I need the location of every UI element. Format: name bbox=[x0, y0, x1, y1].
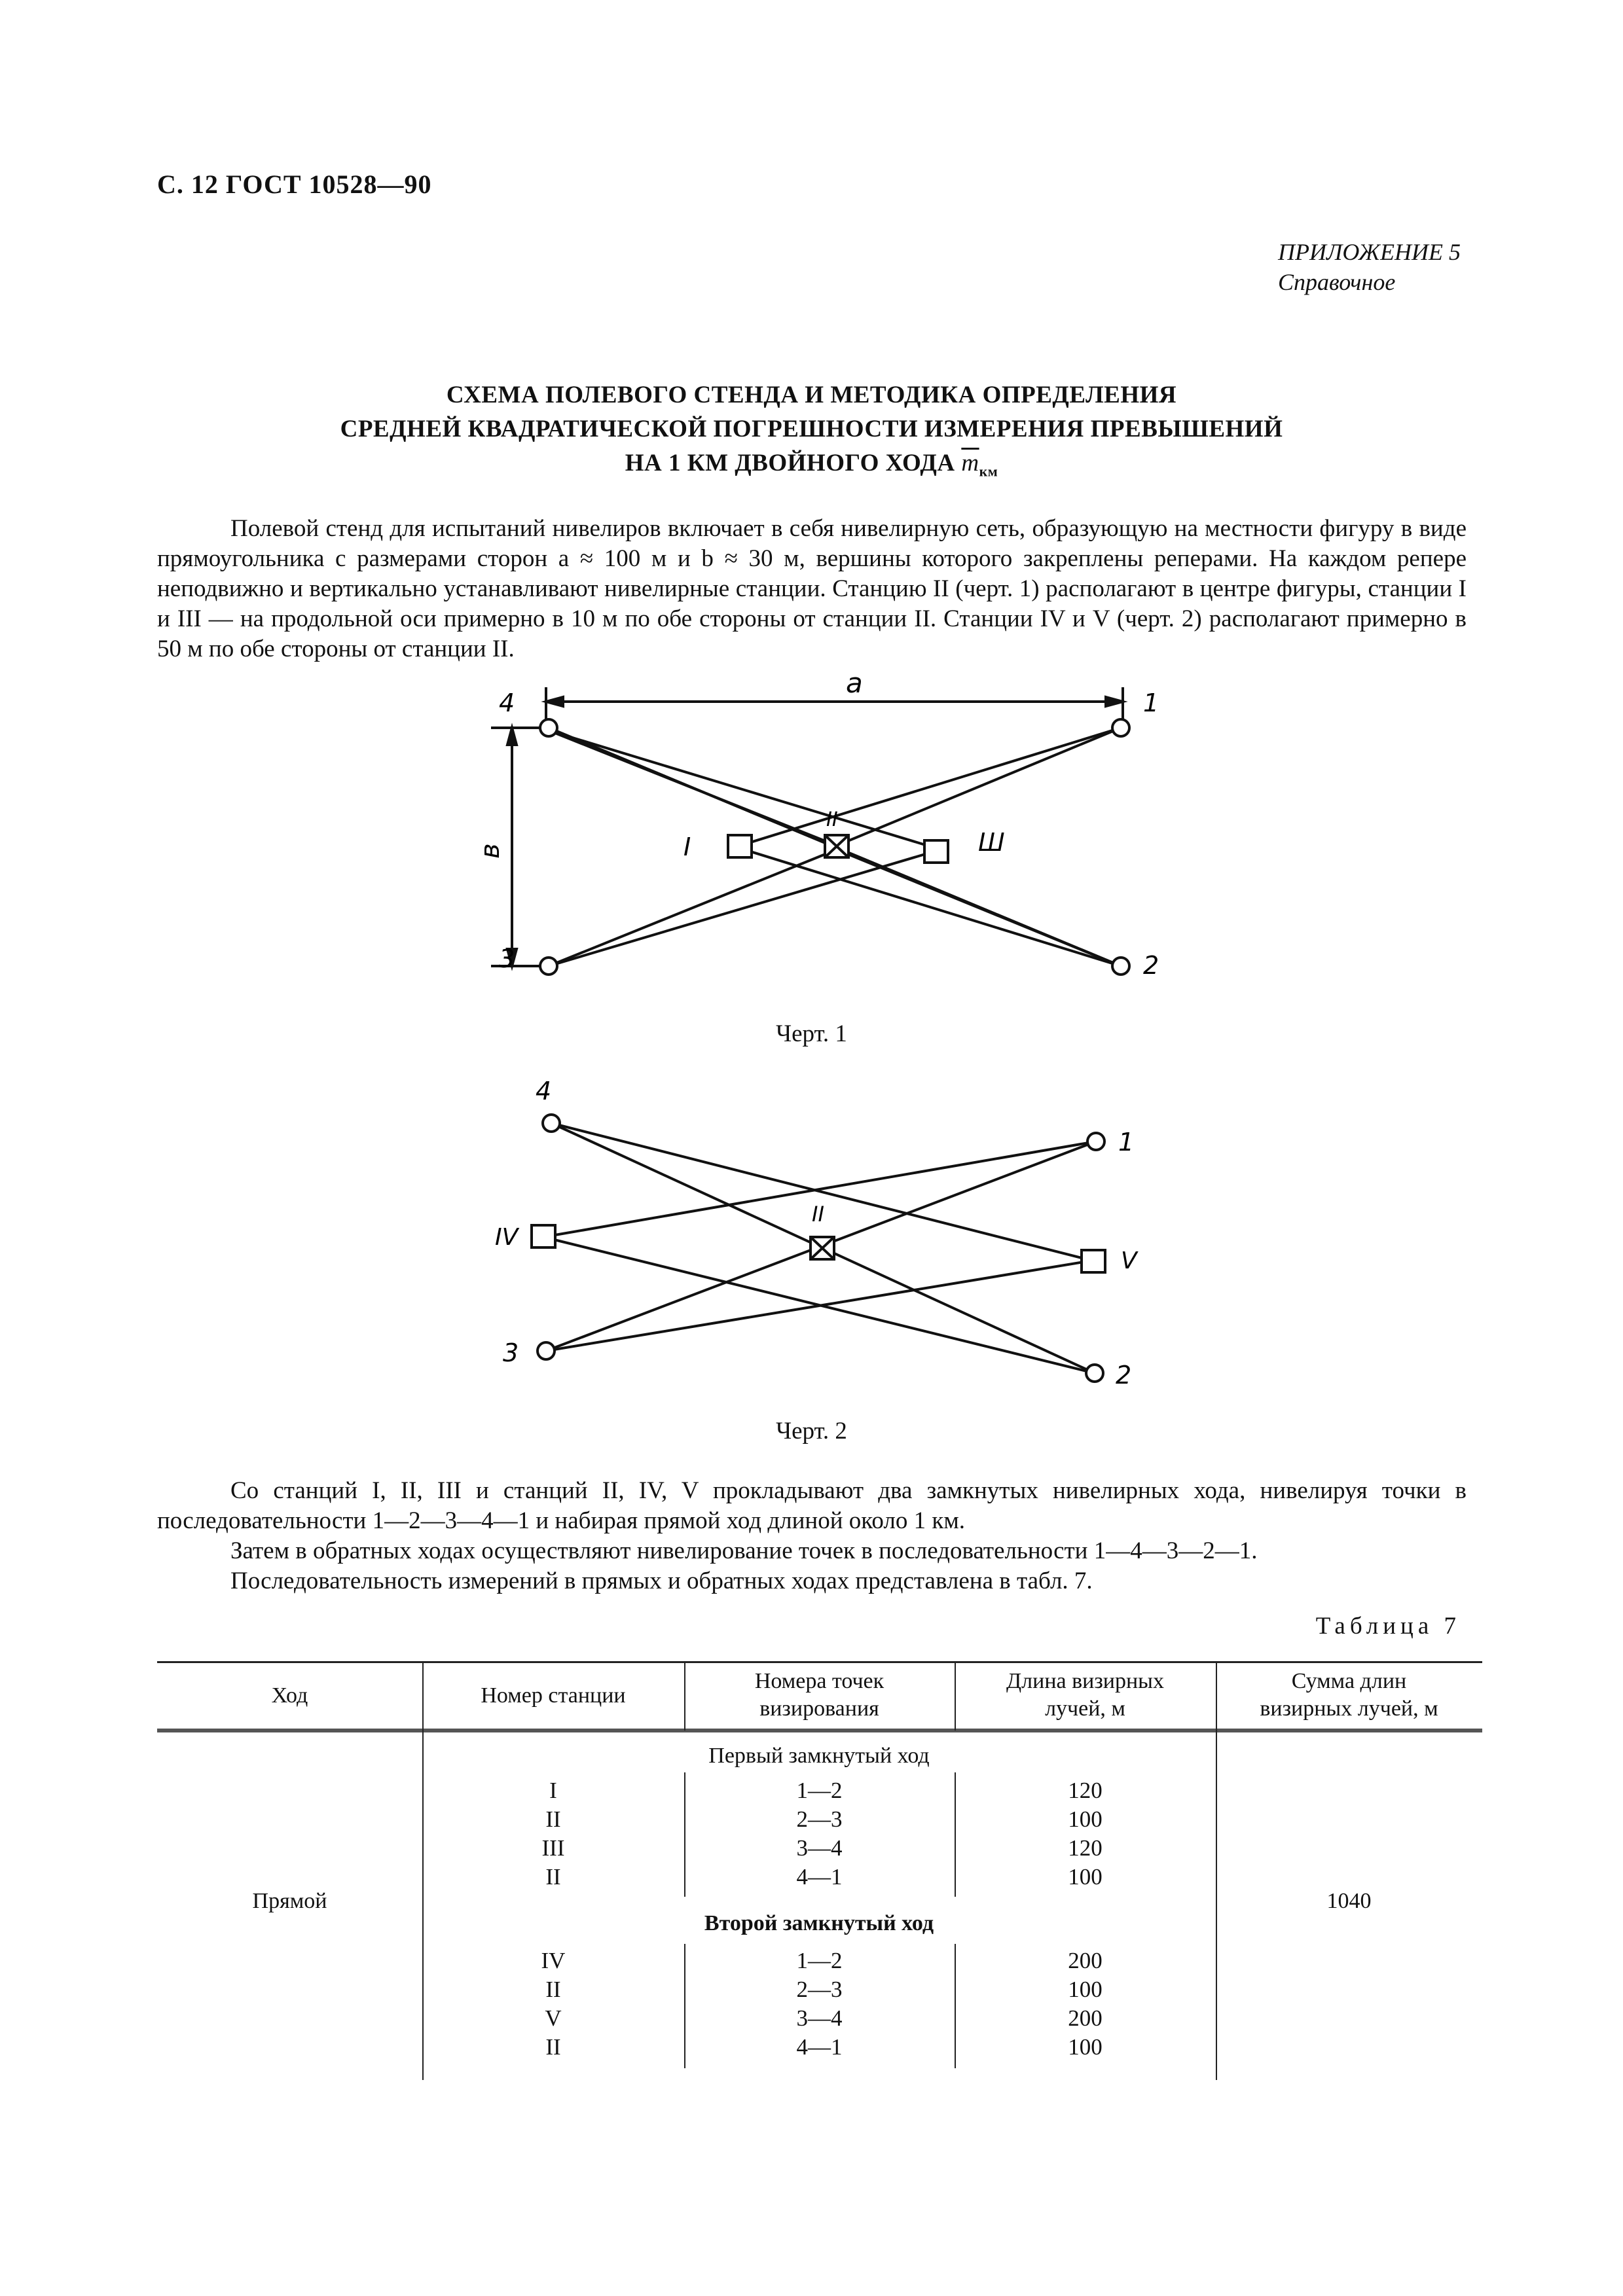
body-paragraph-3: Последовательность измерений в прямых и обратных ходах представлена в табл. 7. bbox=[230, 1568, 1093, 1594]
title-line-1: СХЕМА ПОЛЕВОГО СТЕНДА И МЕТОДИКА ОПРЕДЕЛЕНИЯ bbox=[446, 382, 1177, 408]
table-row: V bbox=[545, 2005, 562, 2031]
label-1: 1 bbox=[1118, 1128, 1135, 1157]
point-2 bbox=[1086, 1365, 1103, 1382]
cell-total: 1040 bbox=[1326, 1889, 1372, 1913]
section-title bbox=[0, 378, 1623, 488]
label-2: 2 bbox=[1116, 1361, 1132, 1390]
figure-2-caption: Черт. 2 bbox=[776, 1418, 847, 1444]
col-header-length: Длина визирных лучей, м bbox=[1006, 1669, 1165, 1721]
figure-1-diagram bbox=[458, 674, 1192, 1014]
label-station-I: I bbox=[684, 833, 691, 861]
sight-2-I bbox=[740, 848, 1121, 966]
figure-1-caption: Черт. 1 bbox=[776, 1020, 847, 1047]
appendix-label bbox=[1278, 237, 1461, 297]
dim-b-arrow-top bbox=[507, 728, 517, 745]
label-station-IV: IV bbox=[495, 1224, 519, 1251]
title-line-2: СРЕДНЕЙ КВАДРАТИЧЕСКОЙ ПОГРЕШНОСТИ ИЗМЕРЕНИЯ ПРЕВЫШЕНИЙ bbox=[340, 416, 1283, 442]
sight-1-I bbox=[740, 728, 1121, 846]
title-symbol-sub: км bbox=[979, 463, 998, 480]
point-1 bbox=[1112, 719, 1129, 736]
body-text bbox=[157, 1476, 1467, 1596]
group-2-title: Второй замкнутый ход bbox=[704, 1911, 934, 1935]
label-station-II: II bbox=[826, 808, 838, 831]
point-1 bbox=[1087, 1133, 1104, 1150]
table-row: III bbox=[541, 1835, 565, 1861]
label-b: в bbox=[475, 843, 505, 859]
station-III bbox=[924, 840, 948, 863]
point-2 bbox=[1112, 958, 1129, 975]
table-top-rule bbox=[157, 1661, 1482, 1663]
page-header: С. 12 ГОСТ 10528—90 bbox=[157, 170, 432, 199]
figure-2-diagram bbox=[458, 1073, 1192, 1401]
point-3 bbox=[538, 1342, 555, 1359]
sight-4-III bbox=[549, 730, 936, 848]
table-row: II bbox=[545, 1977, 561, 2002]
body-paragraph-1: Со станций I, II, III и станций II, IV, V прокладывают два замкнутых нивелирных хода, нивелируя точки в последовательности 1—2—3—4—1 и набирая прямой ход длиной около 1 км. bbox=[157, 1477, 1467, 1534]
point-4 bbox=[543, 1115, 560, 1132]
table-row: II bbox=[545, 1864, 561, 1890]
intro-paragraph bbox=[157, 514, 1467, 664]
title-line-3: НА 1 КМ ДВОЙНОГО ХОДА $\overline{m}_{км}$ bbox=[625, 450, 998, 480]
station-I bbox=[728, 835, 752, 857]
table-row: IV bbox=[541, 1948, 566, 1973]
label-4: 4 bbox=[536, 1077, 552, 1105]
col-header-points: Номера точек визирования bbox=[754, 1669, 884, 1721]
cell-direction: Прямой bbox=[252, 1889, 327, 1913]
sight-3-II bbox=[549, 850, 837, 966]
sight-3-III bbox=[549, 851, 936, 966]
title-symbol: $\overline{m}$ bbox=[961, 450, 979, 476]
point-3 bbox=[540, 958, 557, 975]
table-row: II bbox=[545, 1806, 561, 1832]
label-station-II: II bbox=[812, 1202, 824, 1227]
col-header-sum: Сумма длин визирных лучей, м bbox=[1260, 1669, 1438, 1721]
group-1-title: Первый замкнутый ход bbox=[708, 1744, 930, 1768]
label-2: 2 bbox=[1143, 951, 1159, 980]
label-station-III: Ш bbox=[978, 828, 1005, 857]
col-header-direction: Ход bbox=[271, 1683, 308, 1708]
appendix-number: ПРИЛОЖЕНИЕ 5 bbox=[1278, 239, 1461, 265]
intro-text: Полевой стенд для испытаний нивелиров включает в себя нивелирную сеть, образующую на местности фигуру в виде прямоугольника с размерами сторон a ≈ 100 м и b ≈ 30 м, вершины которого закреплены реперами. На каждом репере неподвижно и вертикально устанавливают нивелирные станции. Станцию II (черт. 1) располагают в центре фигуры, станции I и III — на продольной оси примерно в 10 м по обе стороны от станции II. Станции IV и V (черт. 2) располагают примерно в 50 м по обе стороны от станции II. bbox=[157, 515, 1467, 662]
table-row: II bbox=[545, 2034, 561, 2060]
label-station-V: V bbox=[1121, 1247, 1137, 1274]
sight-3-V bbox=[546, 1261, 1092, 1351]
label-a: a bbox=[846, 674, 863, 699]
station-V bbox=[1082, 1250, 1105, 1272]
body-paragraph-2: Затем в обратных ходах осуществляют нивелирование точек в последовательности 1—4—3—2—1. bbox=[230, 1537, 1258, 1564]
table-row: I bbox=[549, 1778, 557, 1803]
sight-2-II bbox=[837, 850, 1121, 966]
dim-a-arrow-right bbox=[1106, 697, 1123, 706]
appendix-type: Справочное bbox=[1278, 269, 1396, 295]
label-3: 3 bbox=[503, 1338, 519, 1367]
dim-a-arrow-left bbox=[546, 697, 563, 706]
station-IV bbox=[532, 1225, 555, 1247]
table-number: Таблица 7 bbox=[1315, 1613, 1461, 1640]
label-3: 3 bbox=[499, 944, 515, 973]
col-header-station: Номер станции bbox=[481, 1683, 626, 1708]
point-4 bbox=[540, 719, 557, 736]
label-1: 1 bbox=[1143, 689, 1159, 717]
table-header-rule bbox=[157, 1729, 1482, 1732]
label-4: 4 bbox=[499, 689, 515, 717]
table-7: Ход Номер станции Номера точек визирования Длина визирных лучей, м Сумма длин визирных лучей, м Прямой 1040 Первый замкнутый ход I 1—2 120 II 2—3 100 III 3—4 120 II 4—1 100 Второй замкнутый ход IV 1—2 200 II 2—3 100 V 3—4 200 II 4—1 100 bbox=[157, 1661, 1482, 2080]
